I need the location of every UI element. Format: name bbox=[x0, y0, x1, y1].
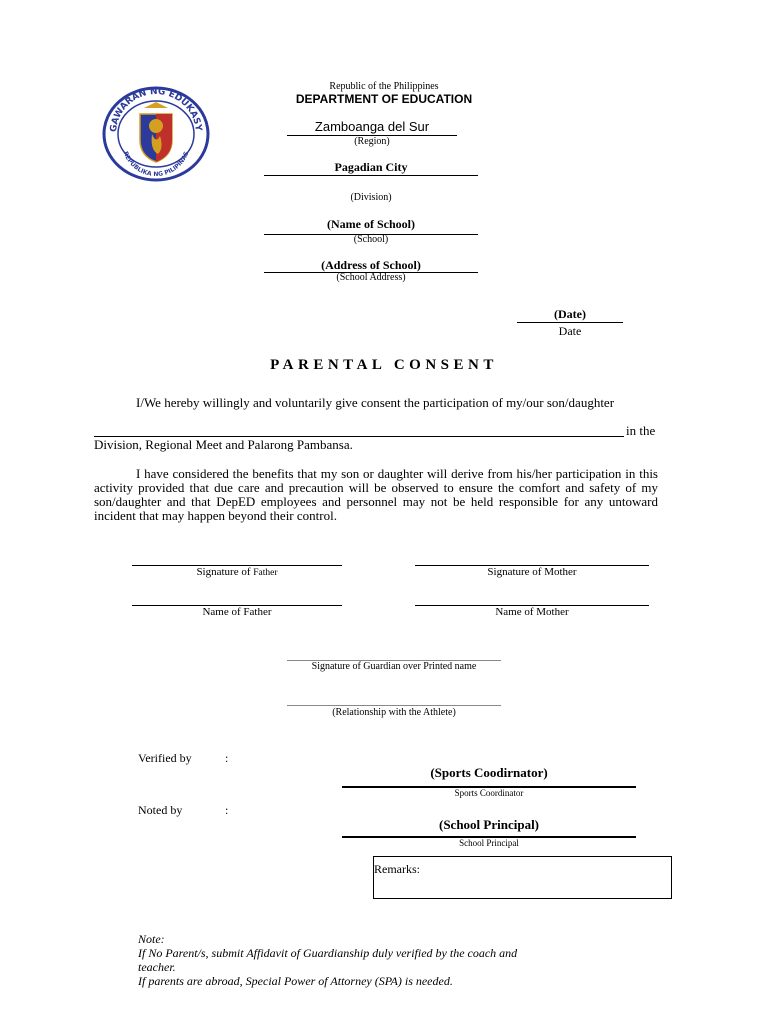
republic-heading: Republic of the Philippines bbox=[329, 81, 439, 92]
mother-signature-label: Signature of Mother bbox=[487, 566, 577, 578]
noted-by-label: Noted by bbox=[138, 803, 183, 817]
document-title: PARENTAL CONSENT bbox=[270, 357, 498, 373]
svg-text:REPUBLIKA NG PILIPINAS: REPUBLIKA NG PILIPINAS bbox=[121, 150, 191, 178]
remarks-label: Remarks: bbox=[374, 862, 420, 876]
date-underline bbox=[517, 322, 623, 323]
division-underline bbox=[264, 175, 478, 176]
mother-name-label: Name of Mother bbox=[495, 606, 569, 618]
sports-coordinator-name: (Sports Coodirnator) bbox=[430, 765, 548, 780]
consent-statement-line3: Division, Regional Meet and Palarong Pambansa. bbox=[94, 437, 353, 452]
school-principal-title: School Principal bbox=[459, 838, 519, 848]
relationship-label: (Relationship with the Athlete) bbox=[332, 707, 456, 718]
noted-by-colon: : bbox=[225, 803, 229, 817]
father-name-label: Name of Father bbox=[202, 606, 272, 618]
consent-statement-tail: in the bbox=[626, 423, 656, 438]
guardian-signature-label: Signature of Guardian over Printed name bbox=[311, 661, 477, 672]
verified-by-colon: : bbox=[225, 751, 229, 765]
remarks-box[interactable] bbox=[373, 856, 672, 899]
benefits-statement: I have considered the benefits that my son or daughter will derive from his/her participation in this activity provided that due care and precaution will be observed to ensure the comfort and safety of my son/daughter and that DepED employees and personnel may not be held responsible for any untoward incident that may happen beyond their control. bbox=[94, 466, 658, 523]
verified-by-label: Verified by bbox=[138, 751, 192, 765]
note-line-2: teacher. bbox=[138, 960, 176, 974]
school-address-value: (Address of School) bbox=[321, 258, 421, 272]
consent-statement-line1: I/We hereby willingly and voluntarily give consent the participation of my/our son/daughter bbox=[136, 395, 615, 410]
date-label: Date bbox=[558, 324, 582, 338]
school-address-label: (School Address) bbox=[336, 272, 406, 283]
note-block bbox=[138, 932, 698, 988]
date-value: (Date) bbox=[554, 307, 586, 321]
division-value: Pagadian City bbox=[334, 160, 408, 174]
school-name-value: (Name of School) bbox=[327, 217, 415, 231]
region-value: Zamboanga del Sur bbox=[314, 119, 430, 134]
father-signature-label: Signature of Father bbox=[196, 566, 278, 578]
note-heading: Note: bbox=[138, 932, 165, 946]
school-principal-name: (School Principal) bbox=[438, 817, 540, 832]
svg-text:KAGAWARAN NG EDUKASYON: GAWARAN NG EDUKASY bbox=[108, 86, 203, 133]
division-label: (Division) bbox=[350, 192, 392, 203]
sports-coordinator-title: Sports Coordinator bbox=[454, 788, 524, 798]
deped-seal-logo bbox=[100, 86, 212, 182]
department-heading: DEPARTMENT OF EDUCATION bbox=[295, 92, 473, 106]
school-label: (School) bbox=[353, 234, 389, 245]
region-label: (Region) bbox=[354, 136, 390, 147]
note-line-3: If parents are abroad, Special Power of Attorney (SPA) is needed. bbox=[138, 974, 453, 988]
note-line-1: If No Parent/s, submit Affidavit of Guardianship duly verified by the coach and bbox=[138, 946, 518, 960]
relationship-line bbox=[287, 705, 501, 706]
